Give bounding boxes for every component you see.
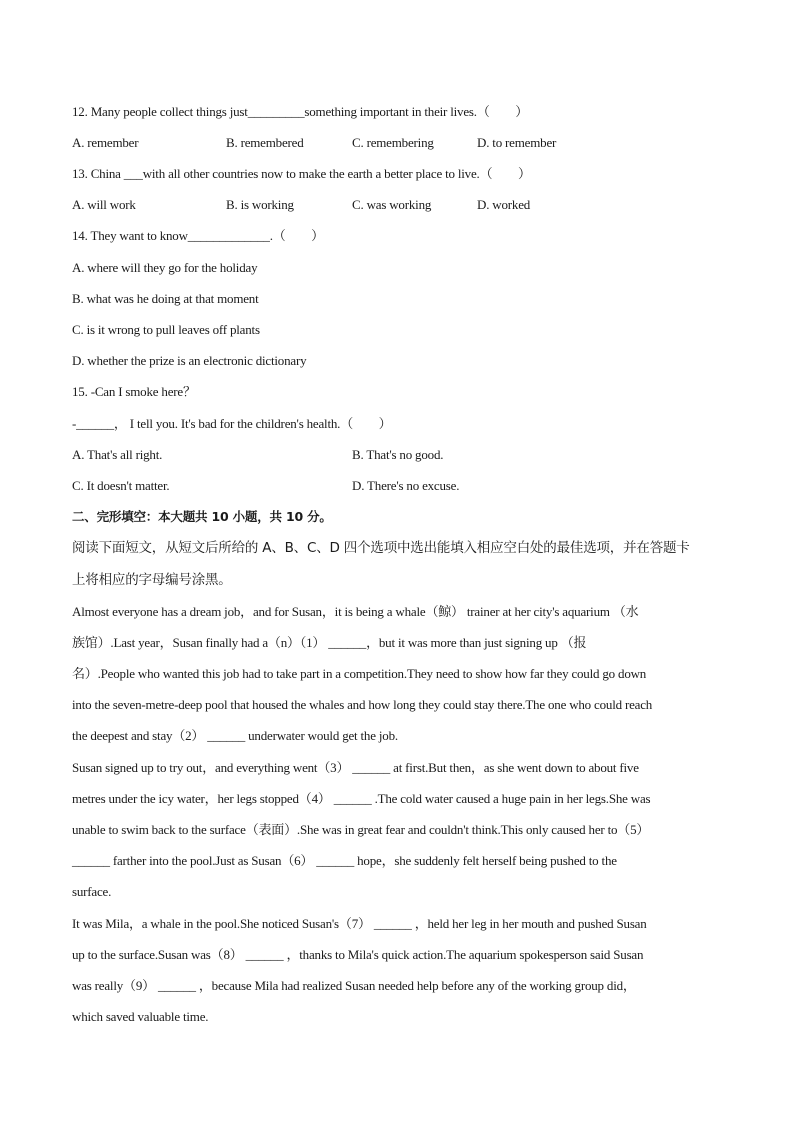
question-15-options-row1 bbox=[72, 447, 724, 463]
question-12-options bbox=[72, 135, 724, 151]
q15-option-b: B. That's no good. bbox=[352, 447, 444, 462]
q13-option-b: B. is working bbox=[226, 197, 294, 212]
q13-option-a: A. will work bbox=[72, 197, 136, 212]
passage-paragraph-1 bbox=[72, 596, 724, 751]
section-2-instruction-line1: 阅读下面短文，从短文后所给的 A、B、C、D 四个选项中选出能填入相应空白处的最佳选项，并在答题卡 bbox=[72, 540, 690, 556]
passage-p2-line: unable to swim back to the surface（表面）.She was in great fear and couldn't think.This only caused her to（5） bbox=[72, 822, 650, 837]
q12-option-d: D. to remember bbox=[477, 135, 557, 150]
section-2-instruction-line2: 上将相应的字母编号涂黑。 bbox=[72, 572, 232, 588]
question-14-stem: 14. They want to know_____________.（ ） bbox=[72, 228, 324, 243]
section-2-heading: 二、完形填空：本大题共 10 小题，共 10 分。 bbox=[72, 509, 332, 524]
q14-option-a: A. where will they go for the holiday bbox=[72, 260, 258, 275]
passage-paragraph-3 bbox=[72, 908, 724, 1032]
passage-p2-line: metres under the icy water，her legs stopped（4） ______ .The cold water caused a huge pain in her legs.She was bbox=[72, 791, 651, 806]
q14-option-c: C. is it wrong to pull leaves off plants bbox=[72, 322, 260, 337]
q14-option-b: B. what was he doing at that moment bbox=[72, 291, 259, 306]
passage-p1-line: 名）.People who wanted this job had to take part in a competition.They need to show how far they could go down bbox=[72, 666, 647, 681]
passage-p3-line: which saved valuable time. bbox=[72, 1009, 209, 1024]
passage-p3-line: up to the surface.Susan was（8） ______ ，thanks to Mila's quick action.The aquarium spokesperson said Susan bbox=[72, 947, 644, 962]
question-13-stem: 13. China ___with all other countries now to make the earth a better place to live.（ ） bbox=[72, 166, 531, 181]
passage-p3-line: It was Mila，a whale in the pool.She noticed Susan's（7） ______ ，held her leg in her mouth and pushed Susan bbox=[72, 916, 647, 931]
q12-option-a: A. remember bbox=[72, 135, 139, 150]
passage-p2-line: Susan signed up to try out，and everything went（3） ______ at first.But then，as she went down to about five bbox=[72, 760, 639, 775]
passage-p2-line: surface. bbox=[72, 884, 112, 899]
q15-option-a: A. That's all right. bbox=[72, 447, 163, 462]
passage-p1-line: 族馆）.Last year，Susan finally had a（n）（1） ______，but it was more than just signing up （报 bbox=[72, 635, 587, 650]
passage-paragraph-2 bbox=[72, 752, 724, 907]
question-15-options-row2 bbox=[72, 478, 724, 494]
question-15-stem: 15. -Can I smoke here？ bbox=[72, 384, 196, 399]
passage-p2-line: ______ farther into the pool.Just as Susan（6） ______ hope，she suddenly felt herself being pushed to the bbox=[72, 853, 617, 868]
question-12-stem: 12. Many people collect things just_________something important in their lives.（ ） bbox=[72, 104, 529, 119]
question-13-options bbox=[72, 197, 724, 213]
q14-option-d: D. whether the prize is an electronic dictionary bbox=[72, 353, 307, 368]
passage-p1-line: the deepest and stay（2） ______ underwater would get the job. bbox=[72, 728, 398, 743]
q13-option-c: C. was working bbox=[352, 197, 432, 212]
question-15-stem-response: -______， I tell you. It's bad for the children's health.（ ） bbox=[72, 416, 392, 431]
q15-option-c: C. It doesn't matter. bbox=[72, 478, 170, 493]
q12-option-b: B. remembered bbox=[226, 135, 304, 150]
passage-p1-line: Almost everyone has a dream job，and for Susan，it is being a whale（鲸） trainer at her city's aquarium （水 bbox=[72, 604, 639, 619]
passage-p3-line: was really（9） ______ ，because Mila had realized Susan needed help before any of the working group did， bbox=[72, 978, 636, 993]
q15-option-d: D. There's no excuse. bbox=[352, 478, 460, 493]
q12-option-c: C. remembering bbox=[352, 135, 434, 150]
passage-p1-line: into the seven-metre-deep pool that housed the whales and how long they could stay there.The one who could reach bbox=[72, 697, 653, 712]
q13-option-d: D. worked bbox=[477, 197, 531, 212]
